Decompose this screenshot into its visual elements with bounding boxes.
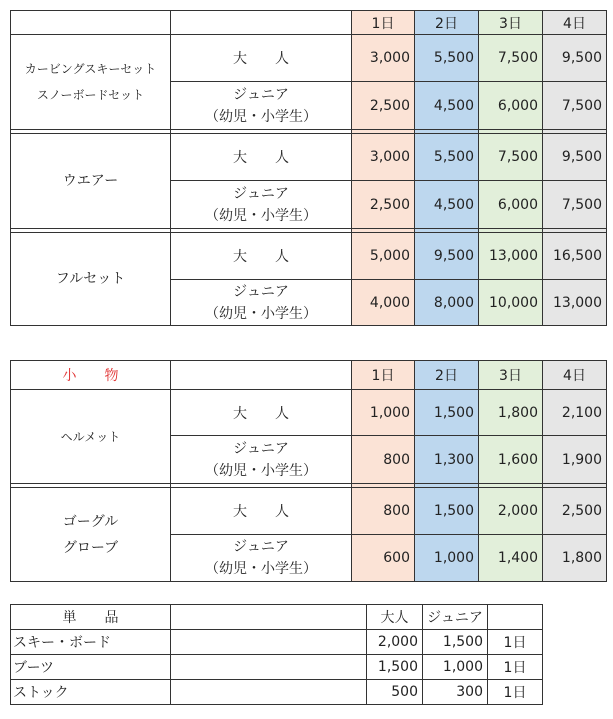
column-header: 大人 <box>367 605 423 630</box>
price-cell: 9,500 <box>543 35 607 82</box>
price-row-adult <box>11 390 607 436</box>
header-row <box>11 11 607 35</box>
price-cell: 1,400 <box>479 535 543 582</box>
price-cell: 1,500 <box>415 488 479 535</box>
price-cell: 6,000 <box>479 82 543 130</box>
day-header: 4日 <box>543 11 607 35</box>
category-name: ヘルメット <box>11 390 171 484</box>
price-cell: 5,500 <box>415 35 479 82</box>
junior-label: ジュニア （幼児・小学生） <box>171 181 352 229</box>
price-row-adult <box>11 134 607 181</box>
price-row-adult <box>11 488 607 535</box>
item-name: ストック <box>11 680 171 705</box>
price-cell: 2,500 <box>352 82 415 130</box>
price-cell: 2,000 <box>479 488 543 535</box>
price-cell: 2,000 <box>367 630 423 655</box>
price-cell: 7,500 <box>479 134 543 181</box>
price-cell: 1,000 <box>423 655 488 680</box>
junior-label: ジュニア （幼児・小学生） <box>171 436 352 484</box>
price-cell: 1,000 <box>352 390 415 436</box>
price-cell: 1,000 <box>415 535 479 582</box>
day-header: 2日 <box>415 11 479 35</box>
price-cell: 16,500 <box>543 233 607 280</box>
price-cell: 600 <box>352 535 415 582</box>
section-title: 小 物 <box>11 361 171 390</box>
item-name: ブーツ <box>11 655 171 680</box>
category-name: カービングスキーセット スノーボードセット <box>11 35 171 130</box>
price-cell: 8,000 <box>415 280 479 326</box>
day-header: 1日 <box>352 11 415 35</box>
price-row-adult <box>11 35 607 82</box>
adult-label: 大 人 <box>171 35 352 82</box>
price-cell: 1,800 <box>543 535 607 582</box>
adult-label: 大 人 <box>171 390 352 436</box>
price-cell: 2,100 <box>543 390 607 436</box>
price-cell: 4,000 <box>352 280 415 326</box>
price-cell: 1,600 <box>479 436 543 484</box>
table-row <box>11 655 543 680</box>
table-row <box>11 630 543 655</box>
section-title: 単 品 <box>11 605 171 630</box>
table-row <box>11 680 543 705</box>
tanpin-price-table <box>10 604 543 705</box>
junior-label: ジュニア （幼児・小学生） <box>171 535 352 582</box>
price-row-adult <box>11 233 607 280</box>
main-price-table <box>10 10 607 326</box>
price-cell: 10,000 <box>479 280 543 326</box>
price-cell: 800 <box>352 488 415 535</box>
price-cell: 500 <box>367 680 423 705</box>
price-cell: 1,300 <box>415 436 479 484</box>
price-cell: 4,500 <box>415 82 479 130</box>
price-cell: 4,500 <box>415 181 479 229</box>
price-cell: 1,800 <box>479 390 543 436</box>
price-cell: 1,900 <box>543 436 607 484</box>
header-row <box>11 361 607 390</box>
unit-cell: 1日 <box>488 655 543 680</box>
day-header: 4日 <box>543 361 607 390</box>
category-name: ゴーグル グローブ <box>11 488 171 582</box>
header-row <box>11 605 543 630</box>
price-cell: 1,500 <box>367 655 423 680</box>
price-cell: 13,000 <box>479 233 543 280</box>
unit-cell: 1日 <box>488 680 543 705</box>
price-cell: 9,500 <box>415 233 479 280</box>
day-header: 3日 <box>479 361 543 390</box>
day-header: 3日 <box>479 11 543 35</box>
price-cell: 1,500 <box>423 630 488 655</box>
day-header: 1日 <box>352 361 415 390</box>
price-cell: 7,500 <box>543 82 607 130</box>
category-name: フルセット <box>11 233 171 326</box>
price-cell: 13,000 <box>543 280 607 326</box>
junior-label: ジュニア （幼児・小学生） <box>171 280 352 326</box>
price-cell: 1,500 <box>415 390 479 436</box>
column-header: ジュニア <box>423 605 488 630</box>
price-cell: 2,500 <box>543 488 607 535</box>
price-cell: 800 <box>352 436 415 484</box>
komono-price-table <box>10 360 607 582</box>
category-name: ウエアー <box>11 134 171 229</box>
price-cell: 6,000 <box>479 181 543 229</box>
price-cell: 7,500 <box>543 181 607 229</box>
junior-label: ジュニア （幼児・小学生） <box>171 82 352 130</box>
price-cell: 9,500 <box>543 134 607 181</box>
price-cell: 7,500 <box>479 35 543 82</box>
adult-label: 大 人 <box>171 233 352 280</box>
price-cell: 5,500 <box>415 134 479 181</box>
item-name: スキー・ボード <box>11 630 171 655</box>
price-cell: 3,000 <box>352 134 415 181</box>
adult-label: 大 人 <box>171 488 352 535</box>
unit-cell: 1日 <box>488 630 543 655</box>
price-cell: 5,000 <box>352 233 415 280</box>
day-header: 2日 <box>415 361 479 390</box>
price-cell: 300 <box>423 680 488 705</box>
adult-label: 大 人 <box>171 134 352 181</box>
price-cell: 2,500 <box>352 181 415 229</box>
price-cell: 3,000 <box>352 35 415 82</box>
